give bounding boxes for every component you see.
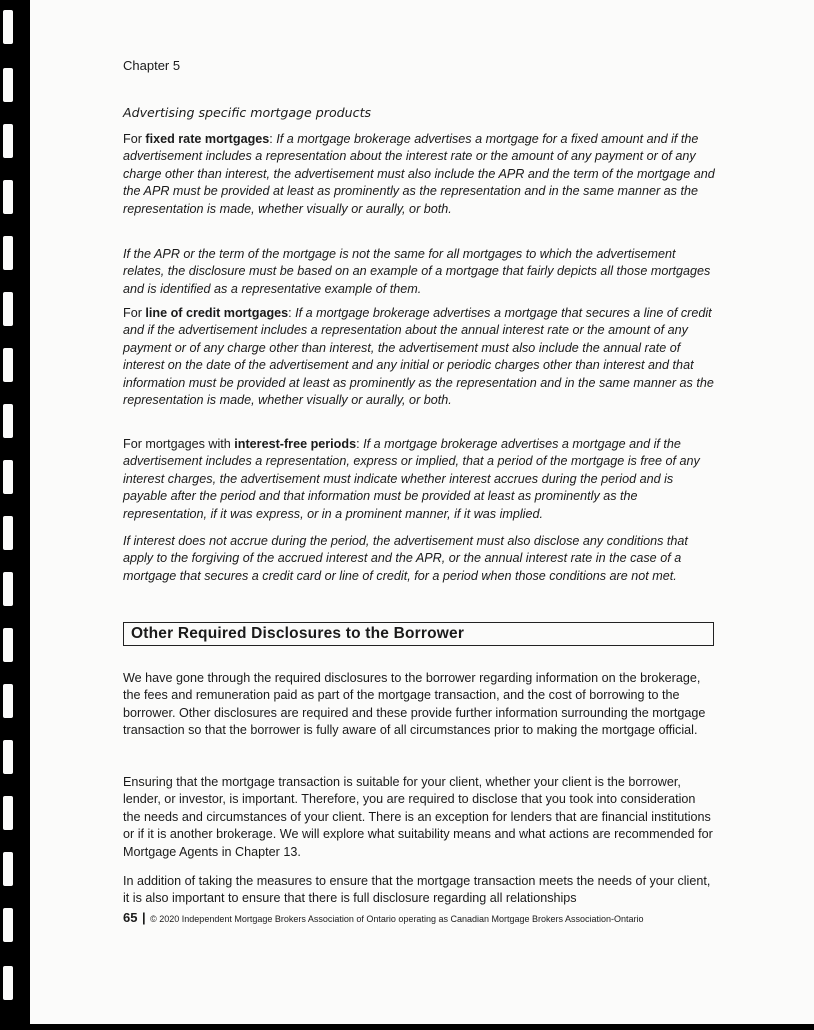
body-text: If a mortgage brokerage advertises a mortgage and if the advertisement includes a representation, express or implied, that a period of the mortgage is free of any interest charges, the advertisement must indicate whether interest accrues during the period and is payable after the period and that information must be provided at least as prominently as the representation, if it was express, or in a prominent manner, if it was implied.	[123, 437, 700, 521]
binding-hole	[3, 684, 13, 718]
lead-text: For	[123, 306, 146, 320]
paragraph-apr: If the APR or the term of the mortgage is not the same for all mortgages to which the advertisement relates, the disclosure must be based on an example of a mortgage that fairly depicts all those mortgages and is identified as a representative example of them.	[123, 247, 711, 296]
binding-hole	[3, 404, 13, 438]
binding-hole	[3, 292, 13, 326]
footer-separator: |	[141, 910, 146, 925]
term-interest-free: interest-free periods	[234, 437, 357, 451]
binding-hole	[3, 348, 13, 382]
binding-strip	[0, 0, 30, 1030]
chapter-header: Chapter 5	[123, 58, 181, 73]
document-page	[30, 0, 814, 1024]
binding-hole	[3, 740, 13, 774]
colon-text: :	[269, 132, 277, 146]
paragraph-section-3: In addition of taking the measures to ensure that the mortgage transaction meets the needs of your client, it is also important to ensure that there is full disclosure regarding all relationships	[123, 874, 711, 906]
binding-hole	[3, 10, 13, 44]
term-line-of-credit: line of credit mortgages	[145, 306, 289, 320]
binding-hole	[3, 68, 13, 102]
binding-hole	[3, 180, 13, 214]
page-number: 65	[123, 910, 138, 925]
paragraph-section-1: We have gone through the required disclosures to the borrower regarding information on the brokerage, the fees and remuneration paid as part of the mortgage transaction, and the cost of borrowing to the borrower. Other disclosures are required and these provide further information surrounding the mortgage transaction so that the borrower is fully aware of all circumstances prior to making the mortgage official.	[123, 671, 706, 738]
lead-text: For mortgages with	[123, 437, 235, 451]
colon-text: :	[356, 437, 364, 451]
paragraph-section-2: Ensuring that the mortgage transaction is suitable for your client, whether your client is the borrower, lender, or investor, is important. Therefore, you are required to disclose that you took into consideration the needs and circumstances of your client. There is an exception for lenders that are financial institutions or if it is another brokerage. We will explore what suitability means and what actions are recommended for Mortgage Agents in Chapter 13.	[123, 775, 713, 859]
binding-hole	[3, 572, 13, 606]
paragraph-fixed-rate	[123, 131, 715, 218]
binding-hole	[3, 908, 13, 942]
paragraph-interest-free	[123, 436, 715, 523]
section-title: Other Required Disclosures to the Borrower	[123, 622, 714, 646]
binding-hole	[3, 516, 13, 550]
binding-hole	[3, 628, 13, 662]
binding-hole	[3, 124, 13, 158]
term-fixed-rate: fixed rate mortgages	[145, 132, 270, 146]
paragraph-accrue: If interest does not accrue during the period, the advertisement must also disclose any conditions that apply to the forgiving of the accrued interest and the APR, or the annual interest rate in the case of a mortgage that secures a credit card or line of credit, for a period when those conditions are not met.	[123, 534, 688, 583]
paragraph-line-of-credit	[123, 305, 715, 409]
binding-hole	[3, 966, 13, 1000]
body-text: If a mortgage brokerage advertises a mortgage for a fixed amount and if the advertisement includes a representation about the interest rate or the amount of any payment or of any charge other than interest, the advertisement must also include the APR and the term of the mortgage and the APR must be provided at least as prominently as the representation and in the same manner as the representation is made, whether visually or aurally, or both.	[123, 132, 715, 216]
binding-hole	[3, 460, 13, 494]
copyright-text: © 2020 Independent Mortgage Brokers Association of Ontario operating as Canadian Mortgage Brokers Association-Ontario	[150, 914, 644, 924]
body-text: If a mortgage brokerage advertises a mortgage that secures a line of credit and if the advertisement includes a representation about the annual interest rate or the amount of any payment or of any charge other than interest, the advertisement must also include the annual rate of interest on the date of the advertisement and any initial or periodic charges other than interest and that information must be provided at least as prominently as the representation and in the same manner as the representation is made, whether visually or aurally, or both.	[123, 306, 714, 408]
subheading: Advertising specific mortgage products	[123, 105, 372, 120]
binding-hole	[3, 236, 13, 270]
binding-hole	[3, 796, 13, 830]
page-footer	[123, 910, 644, 927]
binding-hole	[3, 852, 13, 886]
lead-text: For	[123, 132, 146, 146]
colon-text: :	[288, 306, 296, 320]
scan-border-bottom	[0, 1024, 814, 1030]
